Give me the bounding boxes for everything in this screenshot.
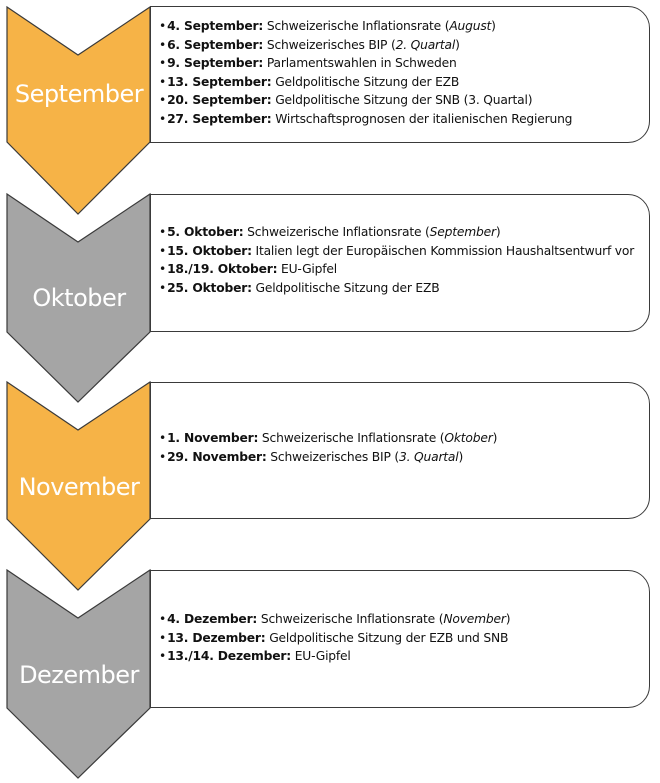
event-item: [159, 91, 645, 110]
event-date: 27. September:: [167, 111, 272, 126]
event-date: 25. Oktober:: [167, 280, 252, 295]
event-note: 3. Quartal: [399, 449, 459, 464]
events-list: [159, 610, 645, 666]
event-item: [159, 448, 645, 467]
chevron-september: [7, 7, 150, 214]
events-box-november: [150, 382, 650, 519]
event-tail: ): [455, 37, 460, 52]
event-text: EU-Gipfel: [291, 649, 351, 663]
month-label-dezember: Dezember: [19, 661, 139, 689]
event-note: August: [449, 19, 492, 33]
event-date: 13. September:: [167, 74, 272, 89]
event-date: 15. Oktober:: [167, 243, 252, 258]
event-item: [159, 260, 645, 279]
event-item: [159, 279, 645, 298]
event-date: 4. September:: [167, 19, 264, 33]
event-date: 18./19. Oktober:: [167, 262, 278, 276]
event-tail: ): [495, 225, 501, 239]
month-label-september: September: [14, 80, 144, 108]
event-date: 29. November:: [167, 449, 267, 464]
event-text: Geldpolitische Sitzung der SNB (3. Quartal): [271, 93, 533, 107]
event-text: Geldpolitische Sitzung der EZB: [271, 74, 460, 89]
event-item: [159, 223, 645, 242]
event-date: 1. November:: [167, 431, 259, 445]
event-text: Wirtschaftsprognosen der italienischen Regierung: [271, 111, 573, 126]
event-text: Schweizerische Inflationsrate (: [243, 225, 430, 239]
event-text: Schweizerische Inflationsrate (: [258, 431, 445, 445]
event-text: Schweizerisches BIP (: [263, 37, 396, 52]
event-date: 4. Dezember:: [167, 612, 258, 626]
event-note: November: [443, 612, 506, 626]
event-date: 20. September:: [167, 93, 272, 107]
month-label-november: November: [18, 473, 140, 501]
event-item: [159, 36, 645, 55]
event-text: EU-Gipfel: [277, 262, 337, 276]
event-item: [159, 17, 645, 36]
event-item: [159, 610, 645, 629]
event-text: Italien legt der Europäischen Kommission Haushaltsentwurf vor: [251, 243, 635, 258]
events-box-dezember: [150, 570, 650, 708]
event-note: September: [429, 225, 496, 239]
event-note: 2. Quartal: [395, 37, 456, 52]
event-text: Schweizerische Inflationsrate (: [257, 612, 444, 626]
event-tail: ): [491, 19, 496, 33]
event-item: [159, 629, 645, 648]
event-item: [159, 73, 645, 92]
event-date: 13. Dezember:: [167, 630, 266, 645]
event-date: 9. September:: [167, 56, 264, 70]
event-text: Geldpolitische Sitzung der EZB und SNB: [265, 630, 509, 645]
event-item: [159, 242, 645, 261]
event-date: 13./14. Dezember:: [167, 649, 291, 663]
events-list: [159, 429, 645, 466]
event-item: [159, 54, 645, 73]
events-box-oktober: [150, 194, 650, 332]
event-text: Schweizerische Inflationsrate (: [263, 19, 450, 33]
events-list: [159, 17, 645, 128]
event-note: Oktober: [444, 431, 493, 445]
event-date: 6. September:: [167, 37, 264, 52]
event-item: [159, 110, 645, 129]
event-text: Schweizerisches BIP (: [266, 449, 399, 464]
event-date: 5. Oktober:: [167, 225, 244, 239]
month-label-oktober: Oktober: [32, 284, 126, 312]
event-text: Parlamentswahlen in Schweden: [263, 56, 457, 70]
event-tail: ): [505, 612, 511, 626]
event-item: [159, 647, 645, 666]
event-text: Geldpolitische Sitzung der EZB: [251, 280, 440, 295]
event-tail: ): [458, 449, 464, 464]
events-list: [159, 223, 645, 297]
event-item: [159, 429, 645, 448]
event-tail: ): [492, 431, 498, 445]
events-box-september: [150, 6, 650, 143]
